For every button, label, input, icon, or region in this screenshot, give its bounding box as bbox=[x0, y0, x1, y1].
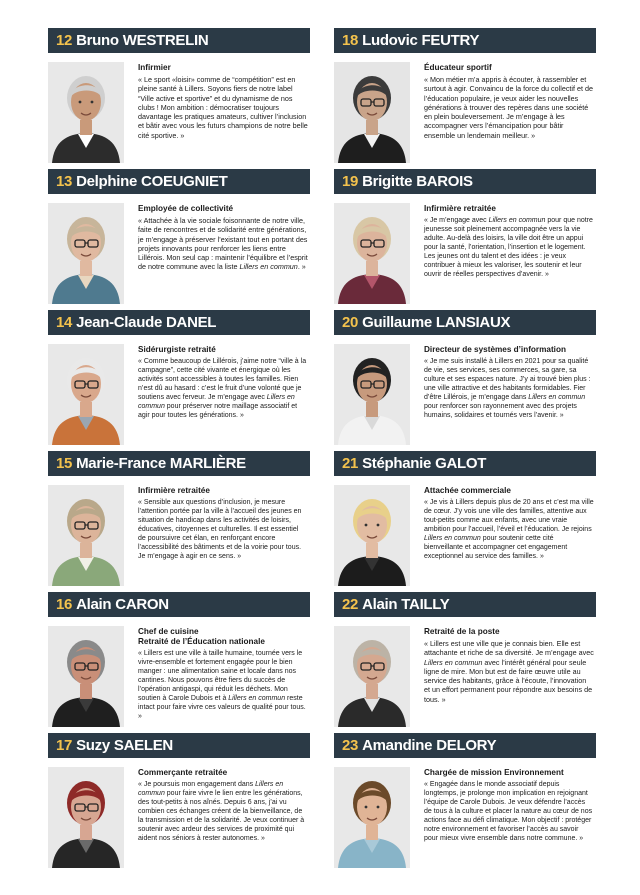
candidate-header bbox=[334, 733, 596, 758]
candidate-header bbox=[48, 451, 310, 476]
candidate-first-name: Guillaume bbox=[362, 314, 432, 331]
candidate-card bbox=[48, 592, 310, 727]
candidate-card bbox=[48, 733, 310, 868]
quote-emphasis: Lillers en commun bbox=[488, 217, 546, 224]
candidate-header bbox=[48, 169, 310, 194]
quote-emphasis: Lillers en commun bbox=[239, 262, 298, 272]
quote-emphasis: Lillers en commun bbox=[228, 695, 286, 702]
portrait-icon bbox=[48, 62, 124, 163]
candidate-header bbox=[334, 28, 596, 53]
portrait-icon bbox=[48, 626, 124, 727]
candidate-card bbox=[334, 733, 596, 868]
candidate-quote bbox=[138, 498, 308, 561]
candidate-first-name: Brigitte bbox=[362, 173, 413, 190]
quote-text-end: avec l’intérêt général pour seule ligne de mire. Mon but est de faire œuvre utile au service des habitants, grâce à l’écoute, l’innovation et un effort permanent pour répondre aux besoins de tous. » bbox=[424, 657, 593, 704]
candidate-number: 20 bbox=[342, 314, 359, 331]
candidate-header bbox=[334, 451, 596, 476]
quote-text: « Lillers est une ville que je connais bien. Elle est attachante et riche de sa diversité. Je m’engage avec bbox=[424, 639, 594, 658]
candidate-first-name: Jean-Claude bbox=[76, 314, 162, 331]
candidate-number: 13 bbox=[56, 173, 73, 190]
candidate-photo bbox=[48, 62, 124, 163]
quote-emphasis: Lillers en commun bbox=[138, 781, 284, 797]
candidate-header bbox=[334, 592, 596, 617]
candidate-role: Chef de cuisine bbox=[138, 627, 199, 636]
candidate-quote bbox=[424, 357, 594, 420]
quote-emphasis: Lillers en commun bbox=[528, 394, 586, 401]
quote-text-end: . » bbox=[297, 262, 306, 272]
portrait-icon bbox=[48, 203, 124, 304]
candidate-card bbox=[48, 310, 310, 445]
candidate-photo bbox=[334, 485, 410, 586]
quote-text: « Je poursuis mon engagement dans bbox=[138, 781, 256, 788]
candidate-role: Retraité de la poste bbox=[424, 627, 500, 636]
candidate-header bbox=[48, 592, 310, 617]
quote-text: « Comme beaucoup de Lillérois, j’aime notre “ville à la campagne”, cette cité vivante et énergique où les activités sont accessibles à toutes les familles. Rien n’est dû au hasard : c’est le fruit d’une volonté que je soutiens avec ferveur. Je m’engage avec bbox=[138, 358, 307, 401]
quote-text-end: pour faire vivre le lien entre les générations, des tout-petits à nos aînés. Depuis 6 ans, j’ai vu combien ces échanges créent de la bienveillance, de la transmission et de la solidarité. Je veux continuer à soutenir avec ardeur des services de proximité qui aident nos séniors à rester autonomes. » bbox=[138, 790, 305, 842]
candidate-photo bbox=[48, 344, 124, 445]
candidate-last-name: DANEL bbox=[166, 314, 217, 331]
candidate-role: Éducateur sportif bbox=[424, 63, 492, 72]
candidate-first-name: Bruno bbox=[76, 32, 119, 49]
candidate-role: Infirmière retraitée bbox=[138, 486, 210, 495]
candidate-role: Infirmière retraitée bbox=[424, 204, 496, 213]
portrait-icon bbox=[48, 485, 124, 586]
candidate-role: Sidérurgiste retraité bbox=[138, 345, 216, 354]
candidate-last-name: SAELEN bbox=[113, 737, 173, 754]
candidate-photo bbox=[48, 626, 124, 727]
quote-text-end: pour soutenir cette cité bienveillante et accompagner cet engagement exceptionnel au service des familles. » bbox=[424, 535, 568, 560]
portrait-icon bbox=[334, 767, 410, 868]
candidate-first-name: Amandine bbox=[362, 737, 433, 754]
candidate-number: 23 bbox=[342, 737, 359, 754]
candidate-number: 21 bbox=[342, 455, 359, 472]
candidate-header bbox=[334, 169, 596, 194]
candidate-card bbox=[48, 169, 310, 304]
candidate-quote bbox=[138, 780, 308, 843]
candidate-last-name: MARLIÈRE bbox=[169, 455, 246, 472]
candidate-role: Employée de collectivité bbox=[138, 204, 234, 213]
candidate-quote bbox=[424, 216, 594, 279]
candidate-quote bbox=[424, 75, 594, 140]
candidate-last-name: CARON bbox=[115, 596, 169, 613]
candidate-role: Commerçante retraitée bbox=[138, 768, 228, 777]
candidate-last-name: WESTRELIN bbox=[122, 32, 209, 49]
quote-text: « Je me suis installé à Lillers en 2021 pour sa qualité de vie, ses services, ses commerces, sa gare, sa culture et ses espaces nature. J’y ai trouvé bien plus : une ville attractive et des habitants formidables. Fier d’être Lillérois, je m’engage dans bbox=[424, 358, 591, 401]
quote-text: « Attachée à la vie sociale foisonnante de notre ville, faite de rencontres et de solidarité entre générations, je m’engage à préserver l’existant tout en portant des projets innovants pour renforcer les liens entre Lillérois. Mon seul cap : maintenir l’équilibre et l’esprit de notre commune avec la liste bbox=[138, 216, 308, 272]
candidate-role-secondary: Retraité de l’Éducation nationale bbox=[138, 637, 265, 646]
candidate-number: 15 bbox=[56, 455, 73, 472]
candidate-photo bbox=[334, 344, 410, 445]
quote-text: « Engagée dans le monde associatif depuis longtemps, je prolonge mon implication en rejoignant l’équipe de Carole Dubois. Je veux défendre l’accès de tous à la culture et placer la nature au cœur de nos actions face au défi climatique. Mon objectif : protéger notre environnement et favoriser l’accès au savoir pour mieux vivre ensemble dans notre commune. » bbox=[424, 781, 593, 842]
candidate-card bbox=[334, 592, 596, 727]
candidate-number: 17 bbox=[56, 737, 73, 754]
candidate-header bbox=[48, 733, 310, 758]
candidate-first-name: Ludovic bbox=[362, 32, 418, 49]
candidate-photo bbox=[334, 767, 410, 868]
candidate-card bbox=[334, 451, 596, 586]
candidate-quote bbox=[138, 649, 308, 721]
candidate-photo bbox=[334, 62, 410, 163]
candidate-header bbox=[48, 28, 310, 53]
quote-text: « Mon métier m’a appris à écouter, à rassembler et surtout à agir. Convaincu de la force du collectif et de l’éducation populaire, je veux aider les nouvelles générations à trouver des repères dans une société en plein bouleversement. Je m’engage à les accompagner vers l’émancipation pour bâtir ensemble un lendemain meilleur. » bbox=[424, 75, 594, 140]
quote-text: « Je vis à Lillers depuis plus de 20 ans et c’est ma ville de cœur. J’y vois une ville des familles, attentive aux tout-petits comme aux enfants, avec une vraie ambition pour l’accueil, l’éveil et l’éducation. Je rejoins bbox=[424, 499, 594, 533]
candidate-photo bbox=[48, 767, 124, 868]
quote-text-end: pour préserver notre maillage associatif et agir pour toutes les générations. » bbox=[138, 403, 298, 419]
candidate-role: Infirmier bbox=[138, 63, 171, 72]
candidate-card bbox=[334, 310, 596, 445]
candidate-photo bbox=[334, 203, 410, 304]
candidate-role: Chargée de mission Environnement bbox=[424, 768, 564, 777]
portrait-icon bbox=[48, 344, 124, 445]
candidate-first-name: Marie-France bbox=[76, 455, 166, 472]
candidate-last-name: TAILLY bbox=[401, 596, 450, 613]
candidate-header bbox=[334, 310, 596, 335]
quote-text: « Le sport «loisir» comme de “compétition” est en pleine santé à Lillers. Soyons fiers de notre label “Ville active et sportive” et du dynamisme de nos clubs ! Mon ambition : démocratiser toujours davantage les pratiques amateurs, cultiver l’inclusion et bâtir avec vous les futurs champions de notre belle cité sportive. » bbox=[138, 75, 308, 140]
portrait-icon bbox=[334, 344, 410, 445]
quote-text-end: pour que notre jeunesse soit pleinement accompagnée vers la vie adulte. Au-delà des loisirs, la ville doit être un appui pour la santé, l’orientation, l’insertion et le logement. Les jeunes ont du talent et des idées : je veux contribuer à mieux les valoriser, les soutenir et leur ouvrir de réelles perspectives d’avenir. » bbox=[424, 217, 593, 278]
candidate-last-name: COEUGNIET bbox=[141, 173, 228, 190]
candidate-quote bbox=[138, 75, 308, 140]
quote-text-end: reste intact pour faire vivre ces valeurs de qualité pour tous. » bbox=[138, 695, 306, 720]
candidate-role: Attachée commerciale bbox=[424, 486, 511, 495]
candidate-last-name: FEUTRY bbox=[421, 32, 480, 49]
candidate-photo bbox=[48, 485, 124, 586]
candidate-first-name: Delphine bbox=[76, 173, 138, 190]
candidate-quote bbox=[138, 216, 308, 272]
candidate-card bbox=[48, 28, 310, 163]
candidate-last-name: DELORY bbox=[436, 737, 497, 754]
portrait-icon bbox=[334, 62, 410, 163]
candidate-card bbox=[334, 169, 596, 304]
candidate-number: 16 bbox=[56, 596, 73, 613]
quote-text: « Sensible aux questions d’inclusion, je mesure l’attention portée par la ville à l’accueil des jeunes en situation de handicap dans les activités de loisirs, éducatives, citoyennes et culturelles. Il est essentiel de poursuivre cet élan, en renforçant encore l’accessibilité des bâtiments et de la voirie pour tous. Je m’engage à agir en ce sens. » bbox=[138, 499, 302, 560]
candidate-card bbox=[48, 451, 310, 586]
candidate-role: Directeur de systèmes d’information bbox=[424, 345, 566, 354]
candidate-last-name: LANSIAUX bbox=[435, 314, 511, 331]
candidate-photo bbox=[334, 626, 410, 727]
quote-emphasis: Lillers en commun bbox=[138, 394, 295, 410]
candidate-quote bbox=[424, 639, 594, 704]
candidate-quote bbox=[424, 780, 594, 843]
candidate-number: 12 bbox=[56, 32, 73, 49]
candidate-card bbox=[334, 28, 596, 163]
candidate-number: 19 bbox=[342, 173, 359, 190]
candidate-header bbox=[48, 310, 310, 335]
candidate-quote bbox=[424, 498, 594, 561]
portrait-icon bbox=[334, 626, 410, 727]
quote-emphasis: Lillers en commun bbox=[424, 535, 481, 542]
candidate-first-name: Alain bbox=[362, 596, 398, 613]
quote-text-end: pour renforcer son rayonnement avec des projets humains, solidaires et tournés vers l’avenir. » bbox=[424, 403, 577, 419]
candidate-quote bbox=[138, 357, 308, 420]
candidate-number: 14 bbox=[56, 314, 73, 331]
candidate-first-name: Suzy bbox=[76, 737, 110, 754]
quote-emphasis: Lillers en commun bbox=[424, 657, 483, 667]
candidate-last-name: GALOT bbox=[435, 455, 487, 472]
quote-text: « Lillers est une ville à taille humaine, tournée vers le vivre-ensemble et fortement engagée pour le bien manger : une alimentation saine et locale dans nos cantines. Nous pouvons être fiers du succès de l’opération antigaspi, qui réduit les déchets. Mon soutien à Carole Dubois et à bbox=[138, 650, 303, 702]
candidate-number: 22 bbox=[342, 596, 359, 613]
candidate-last-name: BAROIS bbox=[416, 173, 473, 190]
candidate-number: 18 bbox=[342, 32, 359, 49]
portrait-icon bbox=[334, 485, 410, 586]
portrait-icon bbox=[48, 767, 124, 868]
candidate-first-name: Alain bbox=[76, 596, 112, 613]
portrait-icon bbox=[334, 203, 410, 304]
candidate-photo bbox=[48, 203, 124, 304]
quote-text: « Je m’engage avec bbox=[424, 217, 489, 224]
candidate-first-name: Stéphanie bbox=[362, 455, 432, 472]
